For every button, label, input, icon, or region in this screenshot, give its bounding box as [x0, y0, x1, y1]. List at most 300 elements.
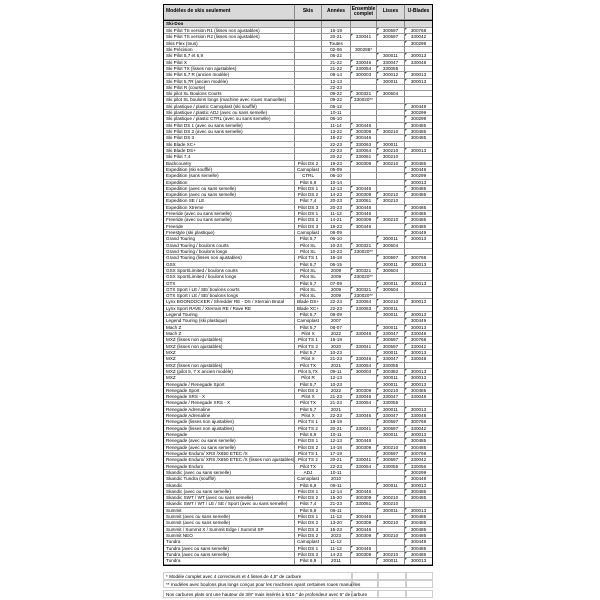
ublades-cell: 330048	[405, 60, 432, 66]
comment-indicator-triangle	[405, 413, 407, 415]
lisses-cell: 300011	[377, 350, 405, 356]
ublades-cell: 300013	[405, 407, 432, 413]
model-cell: Expedition (avec ou sans semelle)	[164, 186, 295, 192]
ensemble-cell: 330063	[351, 306, 377, 312]
comment-indicator-triangle	[377, 369, 379, 371]
header-skis: Skis	[295, 5, 322, 20]
comment-indicator-triangle	[377, 60, 379, 62]
skis-cell: Camoplast	[295, 476, 322, 482]
years-cell: 21-23	[322, 356, 351, 362]
comment-indicator-triangle	[405, 167, 407, 169]
comment-indicator-triangle	[351, 211, 353, 213]
lisses-cell: 300210	[377, 495, 405, 501]
lisses-cell: 300210	[377, 299, 405, 305]
skis-cell: Camoplast	[295, 318, 322, 324]
ublades-cell: 300013	[405, 432, 432, 438]
header-ensemble: Ensemble complet	[351, 5, 377, 20]
section-empty-cell	[322, 21, 351, 28]
comment-indicator-triangle	[351, 217, 353, 219]
skis-cell: Pilot DS 3	[295, 224, 322, 230]
comment-indicator-triangle	[377, 375, 379, 377]
comment-indicator-triangle	[351, 369, 353, 371]
model-cell: Ski Pilot DS 1 (avec ou sans semelle)	[164, 123, 295, 129]
model-cell: Summit NEO	[164, 533, 295, 539]
years-cell: 08-14	[322, 72, 351, 78]
ublades-cell: 300485	[405, 211, 432, 217]
ublades-cell: 300485	[405, 123, 432, 129]
lisses-cell: 300210	[377, 161, 405, 167]
years-cell: 10-23	[322, 350, 351, 356]
years-cell: 18-23	[322, 224, 351, 230]
ublades-cell: 300768	[405, 28, 432, 34]
skis-cell: Pilot SL	[295, 293, 322, 299]
comment-indicator-triangle	[351, 34, 353, 36]
model-cell: Tundra (avec ou sans semelle)	[164, 552, 295, 558]
ublades-cell: 300449	[405, 167, 432, 173]
model-cell: Skandic (avec ou sans semelle)	[164, 489, 295, 495]
section-empty-cell	[405, 21, 432, 28]
model-cell: Renegade (lisses non ajustables)	[164, 419, 295, 425]
skis-cell: Pilot TS 2	[295, 426, 322, 432]
ublades-cell: 300485	[405, 495, 432, 501]
ublades-cell: 300768	[405, 255, 432, 261]
lisses-cell: 300011	[377, 325, 405, 331]
ublades-cell: 300485	[405, 552, 432, 558]
comment-indicator-triangle	[377, 520, 379, 522]
snow-model-table	[163, 4, 433, 566]
ensemble-cell: 300003	[351, 72, 377, 78]
years-cell: 2021	[322, 363, 351, 369]
lisses-cell: 300210	[377, 445, 405, 451]
years-cell: 2009	[322, 287, 351, 293]
comment-indicator-triangle	[377, 363, 379, 365]
comment-indicator-triangle	[405, 350, 407, 352]
skis-cell: Pilot DS 1	[295, 514, 322, 520]
comment-indicator-triangle	[405, 161, 407, 163]
model-cell: MXZ (lisses non ajustables)	[164, 337, 295, 343]
model-cell: Skis Flex (tous)	[164, 41, 295, 47]
lisses-cell: 300210	[377, 129, 405, 135]
skis-cell: Pilot TX	[295, 363, 322, 369]
skis-cell: Pilot SL	[295, 243, 322, 249]
ensemble-cell: 330054	[351, 363, 377, 369]
skis-cell: Pilot 5,7	[295, 312, 322, 318]
comment-indicator-triangle	[351, 464, 353, 466]
footnote-1: * Modèle complet avec 4 correcteurs et 4 lisses de 4,5" de carbure	[163, 572, 352, 580]
model-cell: Ski Pilot TX (lisses non ajustables)	[164, 66, 295, 72]
model-cell: Summit (avec ou sans semelle)	[164, 520, 295, 526]
comment-indicator-triangle	[351, 400, 353, 402]
model-cell: Ski Pilot 5,7R (ancien modèle)	[164, 79, 295, 85]
ensemble-cell: 330020**	[351, 249, 377, 255]
ublades-cell: 300485	[405, 388, 432, 394]
table-header-row	[164, 5, 432, 21]
comment-indicator-triangle	[405, 495, 407, 497]
lisses-cell: 300011	[377, 79, 405, 85]
comment-indicator-triangle	[377, 501, 379, 503]
years-cell: 06-11	[322, 508, 351, 514]
years-cell: 11-12	[322, 539, 351, 545]
years-cell: 20-21	[322, 426, 351, 432]
lisses-cell: 330047	[377, 413, 405, 419]
lisses-cell: 300011	[377, 262, 405, 268]
comment-indicator-triangle	[377, 53, 379, 55]
comment-indicator-triangle	[351, 66, 353, 68]
lisses-cell: 300210	[377, 198, 405, 204]
ensemble-cell: 300309	[351, 552, 377, 558]
comment-indicator-triangle	[377, 192, 379, 194]
years-cell: 06-10	[322, 236, 351, 242]
footnote-grid-cell	[378, 590, 406, 598]
comment-indicator-triangle	[351, 97, 353, 99]
years-cell: 09-11	[322, 483, 351, 489]
model-cell: MXZ (lisses non ajustables)	[164, 363, 295, 369]
comment-indicator-triangle	[351, 249, 353, 251]
years-cell: 06-10	[322, 173, 351, 179]
skis-cell: Pilot X	[295, 394, 322, 400]
comment-indicator-triangle	[405, 337, 407, 339]
skis-cell: CTRL	[295, 173, 322, 179]
footnote-grid-cell	[352, 590, 378, 598]
lisses-cell: 300210	[377, 192, 405, 198]
ublades-cell: 300768	[405, 419, 432, 425]
comment-indicator-triangle	[405, 514, 407, 516]
years-cell: 20-23	[322, 198, 351, 204]
section-empty-cell	[351, 21, 377, 28]
footnote-2: ** modèles avec boulons plus longs conçus pour les machines ayant certaines roues manuelles	[163, 580, 352, 588]
ublades-cell: 330042	[405, 457, 432, 463]
footnote-grid-cell	[378, 572, 406, 580]
comment-indicator-triangle	[377, 312, 379, 314]
comment-indicator-triangle	[377, 356, 379, 358]
lisses-cell: 300011	[377, 508, 405, 514]
model-cell: MXZ	[164, 356, 295, 362]
header-model: Modèles de skis seulement	[164, 5, 295, 20]
comment-indicator-triangle	[377, 142, 379, 144]
model-cell: Expedition (sans semelle)	[164, 173, 295, 179]
model-cell: Tundra	[164, 539, 295, 545]
comment-indicator-triangle	[405, 476, 407, 478]
years-cell: 21-23	[322, 400, 351, 406]
comment-indicator-triangle	[351, 186, 353, 188]
ensemble-cell: 300446	[351, 224, 377, 230]
ensemble-cell: 330041	[351, 34, 377, 40]
comment-indicator-triangle	[351, 306, 353, 308]
skis-cell: Pilot TX	[295, 464, 322, 470]
comment-indicator-triangle	[377, 382, 379, 384]
model-cell: MXZ	[164, 350, 295, 356]
footnote-1-row	[163, 572, 433, 588]
lisses-cell: 300597	[377, 457, 405, 463]
skis-cell: Pilot 5,7	[295, 382, 322, 388]
comment-indicator-triangle	[377, 306, 379, 308]
model-cell: Tundra (avec ou sans semelle)	[164, 546, 295, 552]
years-cell: 06-22	[322, 53, 351, 59]
comment-indicator-triangle	[351, 489, 353, 491]
years-cell: 21-23	[322, 394, 351, 400]
skis-cell: Pilot DS 2	[295, 161, 322, 167]
model-cell: Renegade XRS - X	[164, 394, 295, 400]
model-cell: Ski Pilot X	[164, 60, 295, 66]
model-cell: Ski Pilot 7,4	[164, 154, 295, 160]
years-cell: 2020	[322, 344, 351, 350]
model-cell: Lynx BOONDOCKER / Shredder RE - DS / Xterrain Brutal	[164, 299, 295, 305]
lisses-cell: 330055	[377, 400, 405, 406]
comment-indicator-triangle	[377, 325, 379, 327]
ensemble-cell: 330064	[351, 148, 377, 154]
comment-indicator-triangle	[405, 255, 407, 257]
lisses-cell: 300011	[377, 432, 405, 438]
years-cell: 10-11	[322, 470, 351, 476]
ublades-cell: 300768	[405, 451, 432, 457]
ublades-cell: 300013	[405, 558, 432, 564]
comment-indicator-triangle	[377, 413, 379, 415]
ublades-cell: 300013	[405, 53, 432, 59]
lisses-cell: 300011	[377, 281, 405, 287]
years-cell: 2010	[322, 476, 351, 482]
comment-indicator-triangle	[405, 129, 407, 131]
comment-indicator-triangle	[351, 546, 353, 548]
lisses-cell: 330047	[377, 60, 405, 66]
comment-indicator-triangle	[351, 520, 353, 522]
ensemble-cell: 330061	[351, 154, 377, 160]
ensemble-cell: 330064	[351, 299, 377, 305]
ensemble-cell: 330041	[351, 344, 377, 350]
skis-cell: Pilot SL	[295, 268, 322, 274]
model-cell: MXZ	[164, 375, 295, 381]
comment-indicator-triangle	[377, 426, 379, 428]
comment-indicator-triangle	[405, 312, 407, 314]
years-cell: 12-13	[322, 186, 351, 192]
ensemble-cell: 300309	[351, 217, 377, 223]
comment-indicator-triangle	[405, 224, 407, 226]
comment-indicator-triangle	[405, 230, 407, 232]
model-cell: Skandic SWT / WT / LE / SE / Sport (avec ou sans semelle)	[164, 501, 295, 507]
ensemble-cell: 330046	[351, 356, 377, 362]
comment-indicator-triangle	[405, 382, 407, 384]
comment-indicator-triangle	[351, 129, 353, 131]
comment-indicator-triangle	[377, 148, 379, 150]
model-cell: Grand Touring / boulons longs	[164, 249, 295, 255]
compatibility-sheet	[163, 4, 433, 566]
skis-cell: Pilot DS 2	[295, 192, 322, 198]
model-cell: Ski Blade XC+	[164, 142, 295, 148]
model-cell: Renegade (avec ou sans semelle)	[164, 445, 295, 451]
comment-indicator-triangle	[377, 432, 379, 434]
ublades-cell: 300013	[405, 180, 432, 186]
lisses-cell: 300210	[377, 552, 405, 558]
model-cell: Renegade (lisses non ajustables)	[164, 426, 295, 432]
model-cell: Expedition SE / LE	[164, 198, 295, 204]
model-cell: Expedition Xtreme	[164, 205, 295, 211]
comment-indicator-triangle	[405, 34, 407, 36]
lisses-cell: 300011	[377, 306, 405, 312]
comment-indicator-triangle	[351, 293, 353, 295]
skis-cell: Pilot 6,9	[295, 432, 322, 438]
comment-indicator-triangle	[405, 546, 407, 548]
comment-indicator-triangle	[351, 445, 353, 447]
years-cell: 22-23	[322, 464, 351, 470]
comment-indicator-triangle	[405, 552, 407, 554]
skis-cell: Pilot DS 2	[295, 552, 322, 558]
years-cell: 15-20	[322, 495, 351, 501]
ublades-cell: 300299	[405, 470, 432, 476]
skis-cell: Pilot SL	[295, 274, 322, 280]
comment-indicator-triangle	[377, 72, 379, 74]
comment-indicator-triangle	[405, 558, 407, 560]
skis-cell: Pilot 5,7	[295, 325, 322, 331]
comment-indicator-triangle	[405, 508, 407, 510]
ublades-cell: 330056	[405, 464, 432, 470]
header-lisses: Lisses	[377, 5, 405, 20]
ensemble-cell: 300309	[351, 192, 377, 198]
ensemble-cell: 300309	[351, 388, 377, 394]
model-cell: Summit / Summit X / Summit Edge / Summit SP	[164, 527, 295, 533]
comment-indicator-triangle	[377, 268, 379, 270]
years-cell: Toutes	[322, 41, 351, 47]
ublades-cell: 300013	[405, 375, 432, 381]
footnote-grid-cell	[406, 590, 433, 598]
lisses-cell: 300011	[377, 407, 405, 413]
ensemble-cell: 300321	[351, 268, 377, 274]
comment-indicator-triangle	[351, 394, 353, 396]
skis-cell: Pilot 5,7	[295, 262, 322, 268]
model-cell: Legend Touring (ski plastique)	[164, 318, 295, 324]
lisses-cell: 300011	[377, 53, 405, 59]
model-cell: Freeride (avec ou sans semelle)	[164, 217, 295, 223]
comment-indicator-triangle	[377, 299, 379, 301]
model-cell: Mach Z	[164, 325, 295, 331]
ensemble-cell: 300309	[351, 129, 377, 135]
comment-indicator-triangle	[405, 419, 407, 421]
comment-indicator-triangle	[405, 53, 407, 55]
comment-indicator-triangle	[351, 413, 353, 415]
model-cell: Summit (avec ou sans semelle)	[164, 514, 295, 520]
years-cell: 21-22	[322, 66, 351, 72]
comment-indicator-triangle	[405, 464, 407, 466]
comment-indicator-triangle	[405, 148, 407, 150]
model-cell: Grand Touring / boulons courts	[164, 243, 295, 249]
ublades-cell: 300485	[405, 514, 432, 520]
model-cell: GSX	[164, 262, 295, 268]
skis-cell: Camoplast	[295, 539, 322, 545]
lisses-cell: 300011	[377, 483, 405, 489]
years-cell: 2022	[322, 331, 351, 337]
skis-cell: Pilot TS 1	[295, 255, 322, 261]
model-cell: Ski plastique / plastic CTRL (avec ou sans semelle)	[164, 116, 295, 122]
comment-indicator-triangle	[351, 287, 353, 289]
comment-indicator-triangle	[351, 274, 353, 276]
skis-cell: Pilot 7,4	[295, 198, 322, 204]
comment-indicator-triangle	[351, 344, 353, 346]
ublades-cell: 300299	[405, 110, 432, 116]
skis-cell: Pilot 7,4	[295, 501, 322, 507]
model-cell: Freeride (avec ou sans semelle)	[164, 211, 295, 217]
model-cell: Renegade Adrenaline	[164, 413, 295, 419]
comment-indicator-triangle	[405, 110, 407, 112]
comment-indicator-triangle	[377, 457, 379, 459]
comment-indicator-triangle	[377, 217, 379, 219]
comment-indicator-triangle	[405, 72, 407, 74]
years-cell: 18-19	[322, 419, 351, 425]
comment-indicator-triangle	[405, 344, 407, 346]
ensemble-cell: 330061	[351, 198, 377, 204]
comment-indicator-triangle	[351, 438, 353, 440]
ublades-cell: 300485	[405, 489, 432, 495]
comment-indicator-triangle	[405, 331, 407, 333]
years-cell: 09-11	[322, 369, 351, 375]
ensemble-cell: 330020**	[351, 97, 377, 103]
lisses-cell: 300504	[377, 243, 405, 249]
comment-indicator-triangle	[405, 527, 407, 529]
ensemble-cell: 300446	[351, 546, 377, 552]
comment-indicator-triangle	[377, 508, 379, 510]
years-cell: 2007	[322, 318, 351, 324]
model-cell: Ski Pilot 5,7 R (ancien modèle)	[164, 72, 295, 78]
years-cell: 06-07	[322, 325, 351, 331]
years-cell: 10-23	[322, 249, 351, 255]
years-cell: 12-14	[322, 489, 351, 495]
ublades-cell: 300013	[405, 148, 432, 154]
footnote-grid-cell	[378, 580, 406, 588]
ensemble-cell: 300309	[351, 533, 377, 539]
comment-indicator-triangle	[405, 205, 407, 207]
comment-indicator-triangle	[377, 552, 379, 554]
section-label: Ski-Doo	[164, 21, 295, 28]
skis-cell: Camoplast	[295, 167, 322, 173]
lisses-cell: 300597	[377, 344, 405, 350]
comment-indicator-triangle	[377, 407, 379, 409]
skis-cell: Pilot DS 2	[295, 217, 322, 223]
years-cell: 02-06	[322, 47, 351, 53]
model-cell: Renegade / Renegade XRS - X	[164, 400, 295, 406]
section-empty-cell	[377, 21, 405, 28]
skis-cell: Pilot DS 1	[295, 211, 322, 217]
model-cell: Ski plastique / plastic Camoplast (ski soufflé)	[164, 104, 295, 110]
years-cell: 10-14	[322, 180, 351, 186]
comment-indicator-triangle	[377, 161, 379, 163]
ensemble-cell: 300321	[351, 287, 377, 293]
lisses-cell: 330055	[377, 464, 405, 470]
comment-indicator-triangle	[405, 533, 407, 535]
comment-indicator-triangle	[405, 262, 407, 264]
skis-cell: Pilot R	[295, 375, 322, 381]
lisses-cell: 300504	[377, 287, 405, 293]
comment-indicator-triangle	[377, 495, 379, 497]
ublades-cell: 330042	[405, 426, 432, 432]
bottom-note-row	[163, 590, 433, 598]
comment-indicator-triangle	[351, 224, 353, 226]
comment-indicator-triangle	[405, 432, 407, 434]
model-cell: GTX	[164, 281, 295, 287]
comment-indicator-triangle	[377, 483, 379, 485]
years-cell: 15-23	[322, 527, 351, 533]
ublades-cell: 300449	[405, 230, 432, 236]
table-body	[164, 28, 432, 565]
footnote-grid-cell	[352, 572, 378, 580]
years-cell: 21-22	[322, 60, 351, 66]
lisses-cell: 300011	[377, 558, 405, 564]
years-cell: 06-10	[322, 116, 351, 122]
comment-indicator-triangle	[377, 28, 379, 30]
comment-indicator-triangle	[405, 483, 407, 485]
skis-cell: Pilot DS 2	[295, 445, 322, 451]
skis-cell: Pilot TX	[295, 400, 322, 406]
ublades-cell: 300485	[405, 192, 432, 198]
years-cell: 20-23	[322, 205, 351, 211]
years-cell: 14-23	[322, 552, 351, 558]
lisses-cell: 300597	[377, 337, 405, 343]
